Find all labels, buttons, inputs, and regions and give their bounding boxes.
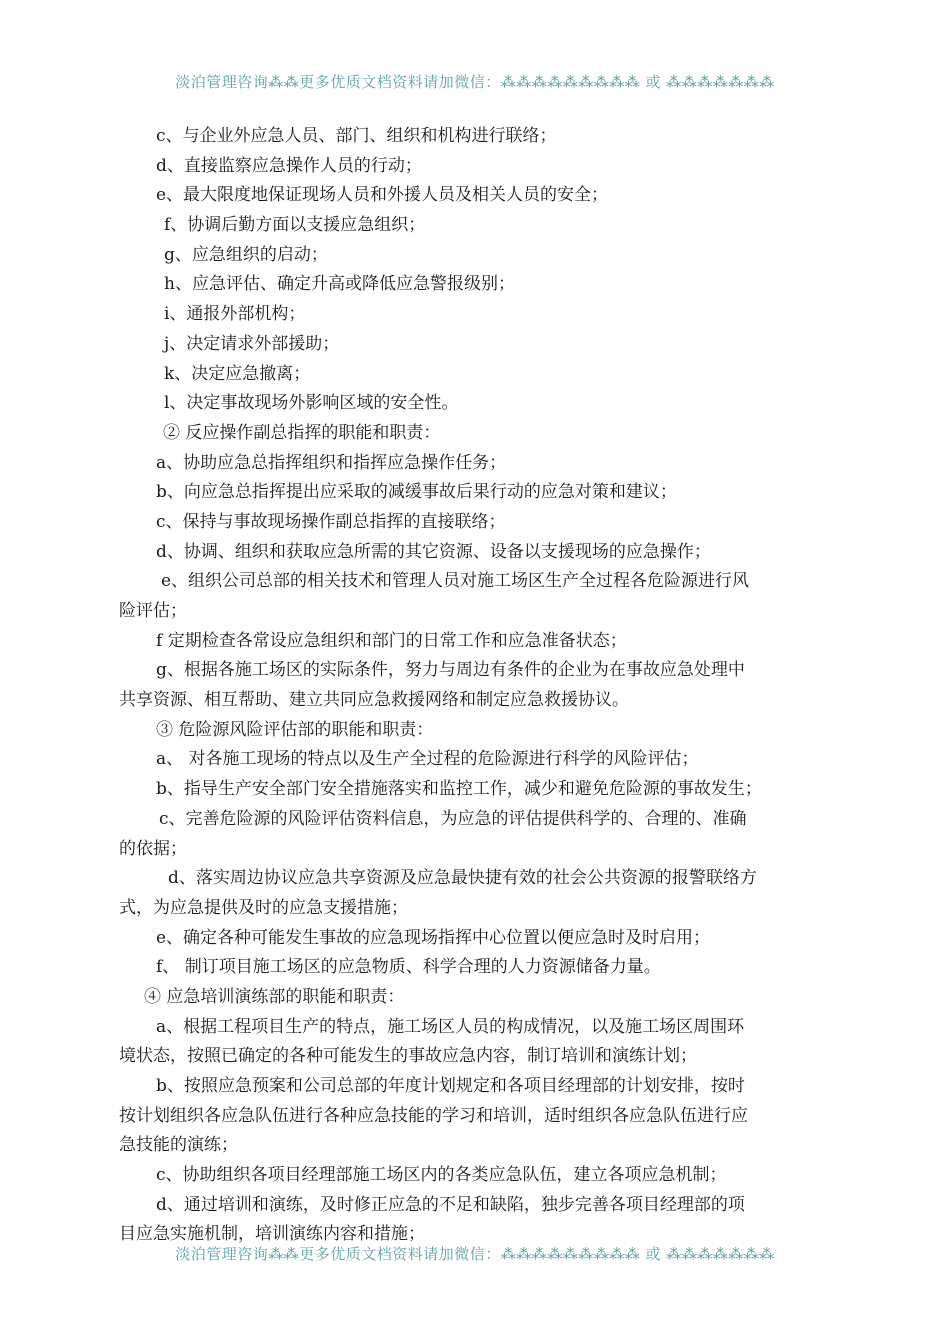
text-line: f 定期检查各常设应急组织和部门的日常工作和应急准备状态；	[156, 630, 627, 651]
text-line: c、保持与事故现场操作副总指挥的直接联络；	[156, 511, 506, 532]
text-line: b、指导生产安全部门安全措施落实和监控工作，减少和避免危险源的事故发生；	[156, 779, 762, 800]
text-line: g、应急组织的启动；	[164, 244, 328, 265]
text-line: d、通过培训和演练，及时修正应急的不足和缺陷，独步完善各项目经理部的项	[156, 1194, 745, 1215]
text-line: e、最大限度地保证现场人员和外援人员及相关人员的安全；	[156, 185, 609, 206]
text-line: k、决定应急撤离；	[164, 363, 311, 384]
text-line: c、协助组织各项目经理部施工场区内的各类应急队伍，建立各项应急机制；	[156, 1165, 727, 1186]
text-line: 按计划组织各应急队伍进行各种应急技能的学习和培训，适时组织各应急队伍进行应	[119, 1105, 748, 1126]
text-line: l、决定事故现场外影响区域的安全性。	[164, 393, 459, 414]
text-line: c、完善危险源的风险评估资料信息，为应急的评估提供科学的、合理的、准确	[159, 808, 747, 829]
text-line: h、应急评估、确定升高或降低应急警报级别；	[164, 274, 515, 295]
section-heading: ② 反应操作副总指挥的职能和职责：	[163, 422, 441, 443]
text-line: b、按照应急预案和公司总部的年度计划规定和各项目经理部的计划安排，按时	[156, 1076, 745, 1096]
text-line: f、协调后勤方面以支援应急组织；	[164, 215, 426, 236]
text-line: j、决定请求外部援助；	[164, 333, 340, 354]
text-line: d、落实周边协议应急共享资源及应急最快捷有效的社会公共资源的报警联络方	[168, 868, 757, 889]
section-heading: ④ 应急培训演练部的职能和职责：	[144, 986, 405, 1007]
text-line: d、直接监察应急操作人员的行动；	[156, 155, 422, 176]
text-line: c、与企业外应急人员、部门、组织和机构进行联络；	[156, 126, 557, 146]
text-line: 急技能的演练；	[119, 1135, 238, 1156]
text-line: 式，为应急提供及时的应急支援措施；	[119, 897, 408, 918]
text-line: d、协调、组织和获取应急所需的其它资源、设备以支援现场的应急操作；	[156, 541, 711, 562]
text-line: 境状态，按照已确定的各种可能发生的事故应急内容，制订培训和演练计划；	[119, 1046, 697, 1067]
text-line: 共享资源、相互帮助、建立共同应急救援网络和制定应急救援协议。	[119, 690, 629, 711]
text-line: i、通报外部机构；	[164, 304, 306, 325]
text-line: a、协助应急总指挥组织和指挥应急操作任务；	[156, 452, 507, 473]
document-body	[119, 122, 836, 1250]
section-heading: ③ 危险源风险评估部的职能和职责：	[156, 719, 434, 740]
text-line: 目应急实施机制，培训演练内容和措施；	[119, 1224, 425, 1245]
text-line: a、根据工程项目生产的特点，施工场区人员的构成情况，以及施工场区周围环	[156, 1016, 745, 1037]
footer-watermark: 淡泊管理咨询⁂⁂更多优质文档资料请加微信：⁂⁂⁂⁂⁂⁂⁂⁂⁂ 或 ⁂⁂⁂⁂⁂⁂⁂	[175, 1245, 775, 1263]
text-line: 险评估；	[119, 601, 187, 621]
text-line: e、组织公司总部的相关技术和管理人员对施工场区生产全过程各危险源进行风	[161, 571, 750, 592]
text-line: g、根据各施工场区的实际条件，努力与周边有条件的企业为在事故应急处理中	[156, 660, 745, 681]
text-line: b、向应急总指挥提出应采取的减缓事故后果行动的应急对策和建议；	[156, 482, 677, 503]
text-line: a、 对各施工现场的特点以及生产全过程的危险源进行科学的风险评估；	[156, 749, 699, 770]
header-watermark: 淡泊管理咨询⁂⁂更多优质文档资料请加微信：⁂⁂⁂⁂⁂⁂⁂⁂⁂ 或 ⁂⁂⁂⁂⁂⁂⁂	[175, 73, 775, 91]
text-line: e、确定各种可能发生事故的应急现场指挥中心位置以便应急时及时启用；	[156, 927, 711, 948]
text-line: 的依据；	[119, 838, 187, 859]
text-line: f、 制订项目施工场区的应急物质、科学合理的人力资源储备力量。	[156, 957, 661, 978]
